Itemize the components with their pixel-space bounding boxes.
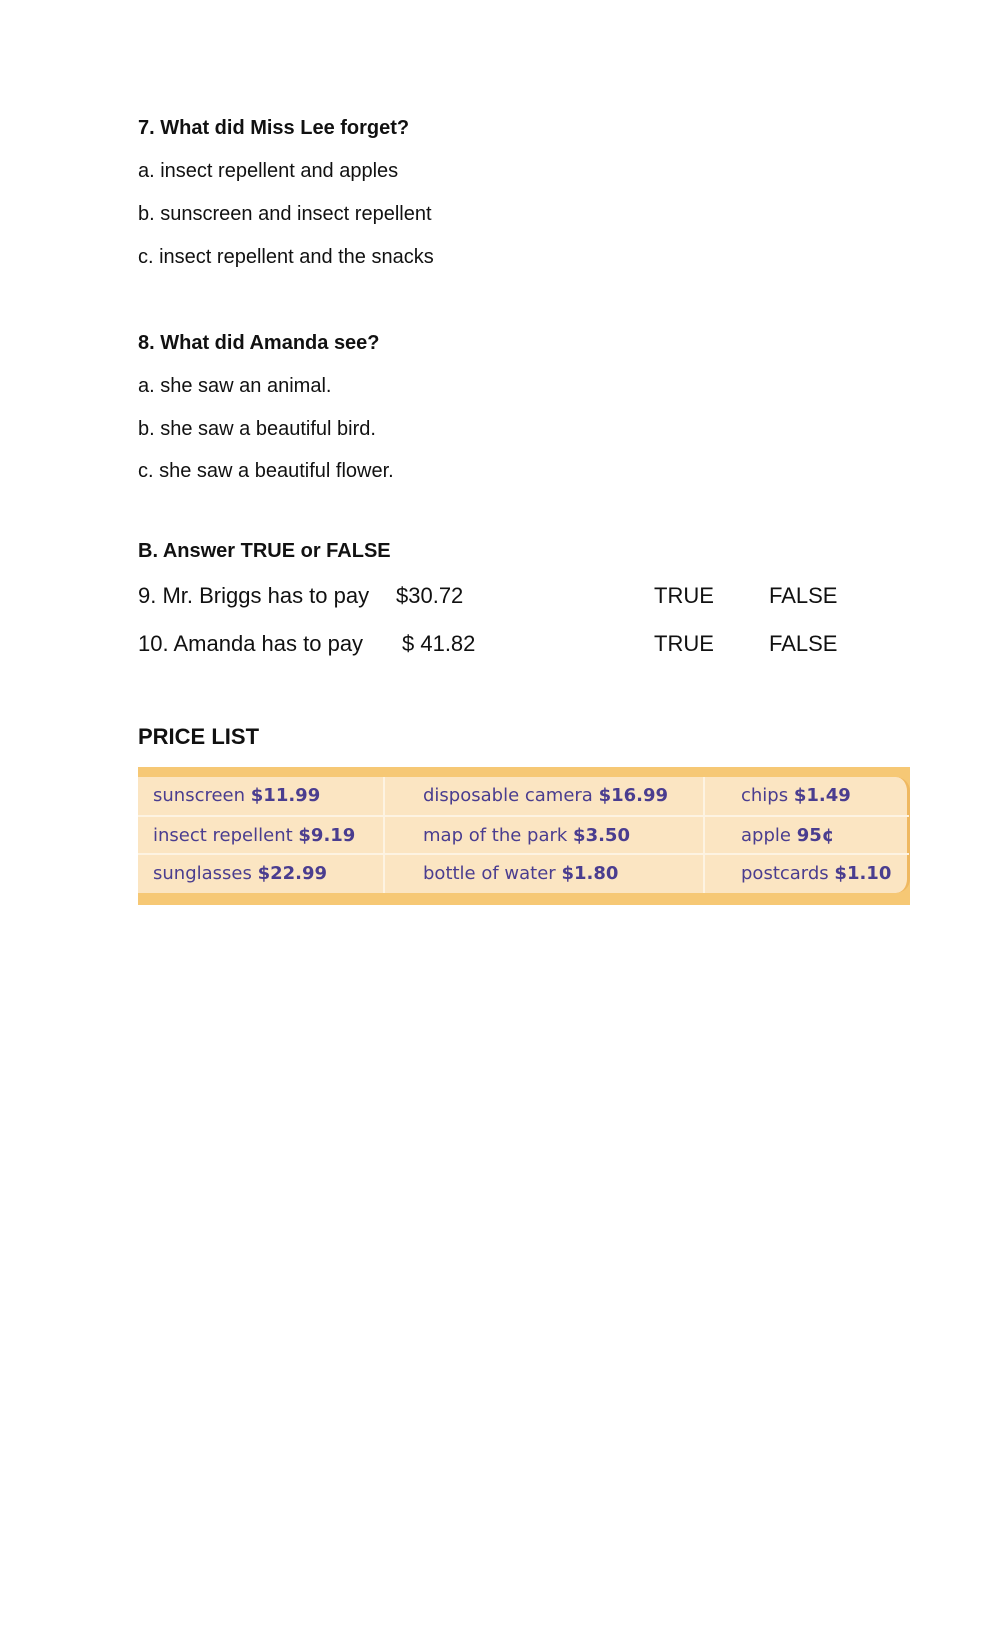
price-item xyxy=(385,815,705,853)
price-item-price: $1.10 xyxy=(834,863,892,884)
price-item-price: 95¢ xyxy=(796,825,835,846)
price-list-table xyxy=(138,777,910,893)
tf-item-10-amount: $ 41.82 xyxy=(402,631,476,656)
price-item-price: $22.99 xyxy=(257,863,328,884)
price-item xyxy=(385,853,705,891)
tf-item-9-false-option[interactable]: FALSE xyxy=(769,583,838,608)
price-item-price: $1.80 xyxy=(561,863,619,884)
price-item-price: $9.19 xyxy=(298,825,356,846)
tf-item-9-amount: $30.72 xyxy=(396,583,464,608)
price-item xyxy=(705,815,909,853)
question-7-option-b: b. sunscreen and insect repellent xyxy=(138,203,432,225)
price-item-name: postcards xyxy=(741,863,835,884)
price-column-2 xyxy=(383,777,705,893)
price-item xyxy=(705,853,909,891)
question-8-option-a: a. she saw an animal. xyxy=(138,375,332,397)
tf-item-9-statement: 9. Mr. Briggs has to pay xyxy=(138,583,370,608)
price-item-name: sunscreen xyxy=(153,785,251,806)
tf-item-10-statement: 10. Amanda has to pay xyxy=(138,631,364,656)
price-item-name: chips xyxy=(741,785,794,806)
price-item xyxy=(138,777,383,815)
price-item-price: $1.49 xyxy=(793,785,851,806)
question-7-option-c: c. insect repellent and the snacks xyxy=(138,246,434,268)
price-item-name: disposable camera xyxy=(423,785,599,806)
price-item-name: map of the park xyxy=(423,825,574,846)
question-7-title: 7. What did Miss Lee forget? xyxy=(138,117,410,139)
price-item-price: $16.99 xyxy=(598,785,669,806)
question-7-option-a: a. insect repellent and apples xyxy=(138,160,399,182)
tf-item-10-true-option[interactable]: TRUE xyxy=(654,631,714,656)
price-list-panel xyxy=(138,767,910,905)
price-column-1 xyxy=(138,777,383,893)
question-8-option-c: c. she saw a beautiful flower. xyxy=(138,460,394,482)
price-item-price: $11.99 xyxy=(250,785,321,806)
price-column-3 xyxy=(703,777,909,893)
price-item xyxy=(138,815,383,853)
price-item-name: sunglasses xyxy=(153,863,258,884)
true-false-section-title: B. Answer TRUE or FALSE xyxy=(138,540,391,562)
price-item xyxy=(705,777,909,815)
question-8-option-b: b. she saw a beautiful bird. xyxy=(138,418,376,440)
price-item-name: bottle of water xyxy=(423,863,562,884)
tf-item-10-false-option[interactable]: FALSE xyxy=(769,631,838,656)
tf-item-9-true-option[interactable]: TRUE xyxy=(654,583,714,608)
price-list-title: PRICE LIST xyxy=(138,724,260,749)
price-item-name: insect repellent xyxy=(153,825,299,846)
price-item-price: $3.50 xyxy=(573,825,630,846)
price-item xyxy=(138,853,383,891)
question-8-title: 8. What did Amanda see? xyxy=(138,332,380,354)
price-item xyxy=(385,777,705,815)
price-item-name: apple xyxy=(741,825,797,846)
